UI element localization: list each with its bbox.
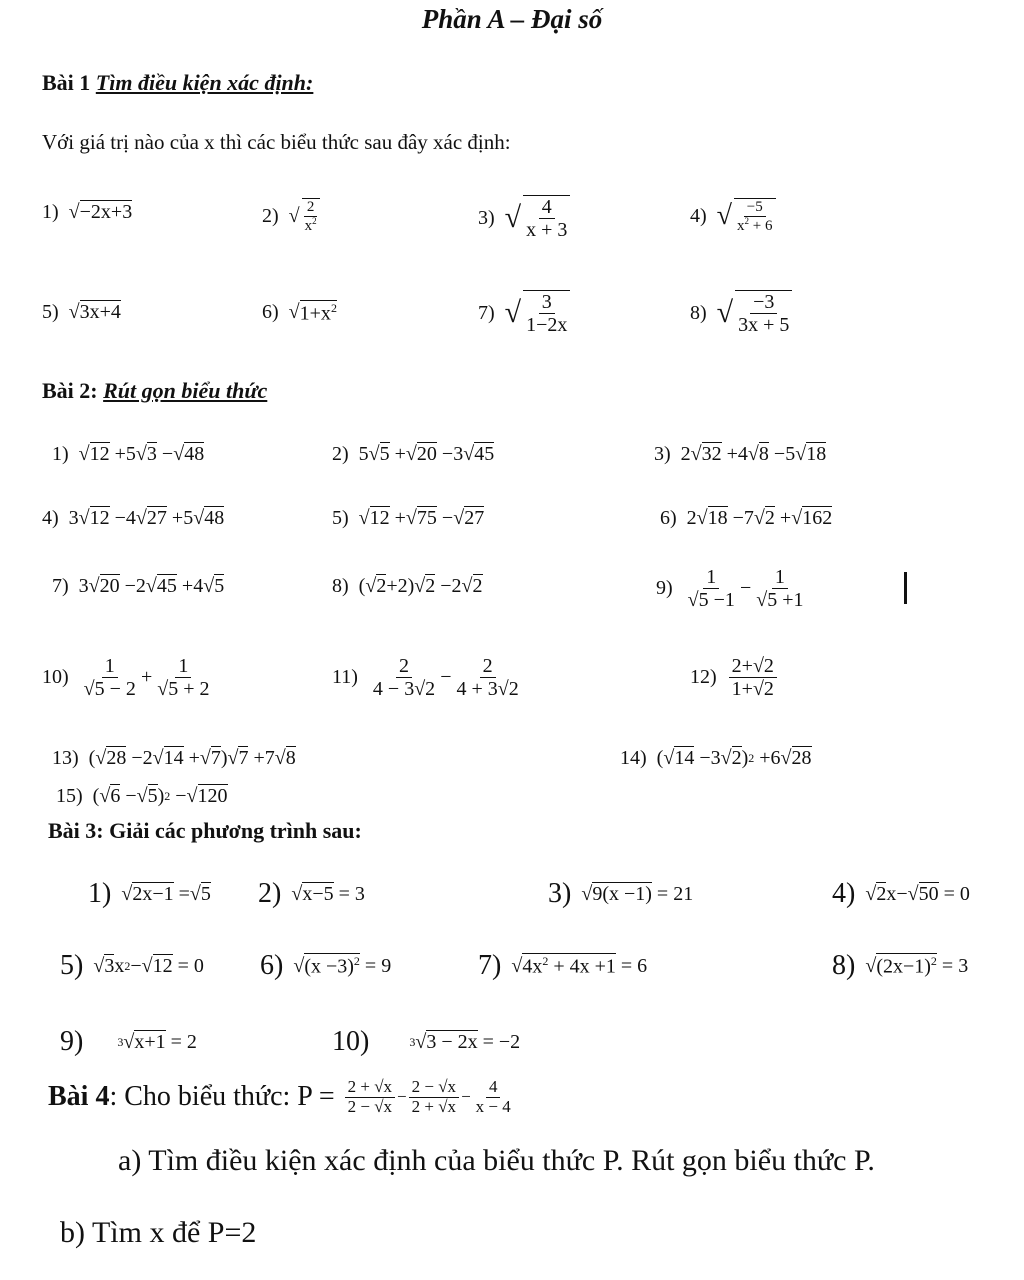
bai2-expr-5: 5) √ 12 +√ 75 −√ 27 [332, 506, 485, 529]
text-cursor [904, 572, 907, 604]
bai2-expr-2: 2) 5√ 5 +√ 20 −3√ 45 [332, 442, 495, 465]
bai1-expr-3: 3) √ $\frac{4}{x + 3}$ [478, 195, 572, 241]
bai1-expr-6: 6) √ $1+x^2$ [262, 301, 337, 325]
bai4-part-a: a) Tìm điều kiện xác định của biểu thức P. Rút gọn biểu thức P. [118, 1144, 875, 1177]
bai1-expr-2: 2) √ $\frac{2}{x^2}$ [262, 198, 322, 234]
bai4-text: : Cho biểu thức: P = [109, 1081, 335, 1113]
bai3-eq-8: 8) √ $(2x-1)^2$ = 3 [832, 950, 969, 981]
bai4-label: Bài 4 [48, 1081, 110, 1113]
bai3-eq-2: 2) √ x−5 = 3 [258, 878, 365, 909]
bai1-expr-7: 7) √ $\frac{3}{1-2x}$ [478, 290, 572, 336]
bai3-heading: Bài 3: Giải các phương trình sau: [48, 818, 362, 843]
bai3-eq-1: 1) √ 2x−1 =√ 5 [88, 878, 211, 909]
bai2-title: Rút gọn biểu thức [103, 378, 268, 403]
bai3-eq-5: 5) √ 3 x 2 −√ 12 = 0 [60, 950, 204, 981]
bai1-expr-5: 5) √ 3x+4 [42, 300, 121, 323]
bai3-eq-3: 3) √ 9(x −1) = 21 [548, 878, 694, 909]
bai2-expr-7: 7) 3√ 20 −2√ 45 +4√ 5 [52, 574, 225, 597]
bai2-expr-1: 1) √ 12 +5√ 3 −√ 48 [52, 442, 205, 465]
bai1-expr-1: 1) √ −2x+3 [42, 200, 133, 223]
bai1-expr-8: 8) √ $\frac{-3}{3x + 5}$ [690, 290, 794, 336]
bai2-expr-14: 14) (√ 14 −3√ 2 ) 2 +6√ 28 [620, 746, 812, 769]
bai3-eq-7: 7) √ $4x^2 + 4x +1$ = 6 [478, 950, 648, 981]
bai4-part-b: b) Tìm x để P=2 [60, 1216, 257, 1249]
bai1-prompt: Với giá trị nào của x thì các biểu thức sau đây xác định: [42, 130, 511, 154]
bai2-expr-11: 11) $\frac{2}{4 - 3√2}$ − $\frac{2}{4 + 3√2}$ [332, 655, 519, 700]
bai2-expr-15: 15) (√ 6 −√ 5 ) 2 −√ 120 [56, 784, 228, 807]
bai2-expr-9: 9) $\frac{1}{√5 -1}$ − $\frac{1}{√5 +1}$ [656, 566, 804, 611]
bai2-label: Bài 2: [42, 378, 98, 403]
bai3-eq-9: 9) 3 √ x+1 = 2 [60, 1026, 197, 1057]
bai2-heading [42, 378, 267, 404]
bai1-title: Tìm điều kiện xác định: [95, 70, 314, 95]
bai2-expr-6: 6) 2√ 18 −7√ 2 +√ 162 [660, 506, 833, 529]
bai3-eq-6: 6) √ $(x -3)^2$ = 9 [260, 950, 392, 981]
bai2-expr-13: 13) (√ 28 −2√ 14 +√ 7 )√ 7 +7√ 8 [52, 746, 296, 769]
bai3-eq-4: 4) √ 2 x−√ 50 = 0 [832, 878, 970, 909]
bai2-expr-10: 10) $\frac{1}{√5 - 2}$ + $\frac{1}{√5 + 2}$ [42, 655, 210, 700]
bai2-expr-12: 12) $\frac{2+√2}{1+√2}$ [690, 655, 779, 700]
bai1-heading [42, 70, 313, 96]
bai1-label: Bài 1 [42, 70, 91, 95]
bai3-eq-10: 10) 3 √ 3 − 2x = −2 [332, 1026, 521, 1057]
bai4-statement: Bài 4 : Cho biểu thức: P = $\frac{2 + √x}{2 - √x}$ − $\frac{2 - √x}{2 + √x}$ − $\frac{4}{x - 4}$ [48, 1077, 511, 1116]
bai2-expr-4: 4) 3√ 12 −4√ 27 +5√ 48 [42, 506, 225, 529]
bai2-expr-3: 3) 2√ 32 +4√ 8 −5√ 18 [654, 442, 827, 465]
bai2-expr-8: 8) (√ 2 +2)√ 2 −2√ 2 [332, 574, 483, 597]
page-title: Phần A – Đại số [421, 4, 603, 34]
bai1-expr-4: 4) √ $\frac{-5}{x^2 + 6}$ [690, 198, 778, 234]
